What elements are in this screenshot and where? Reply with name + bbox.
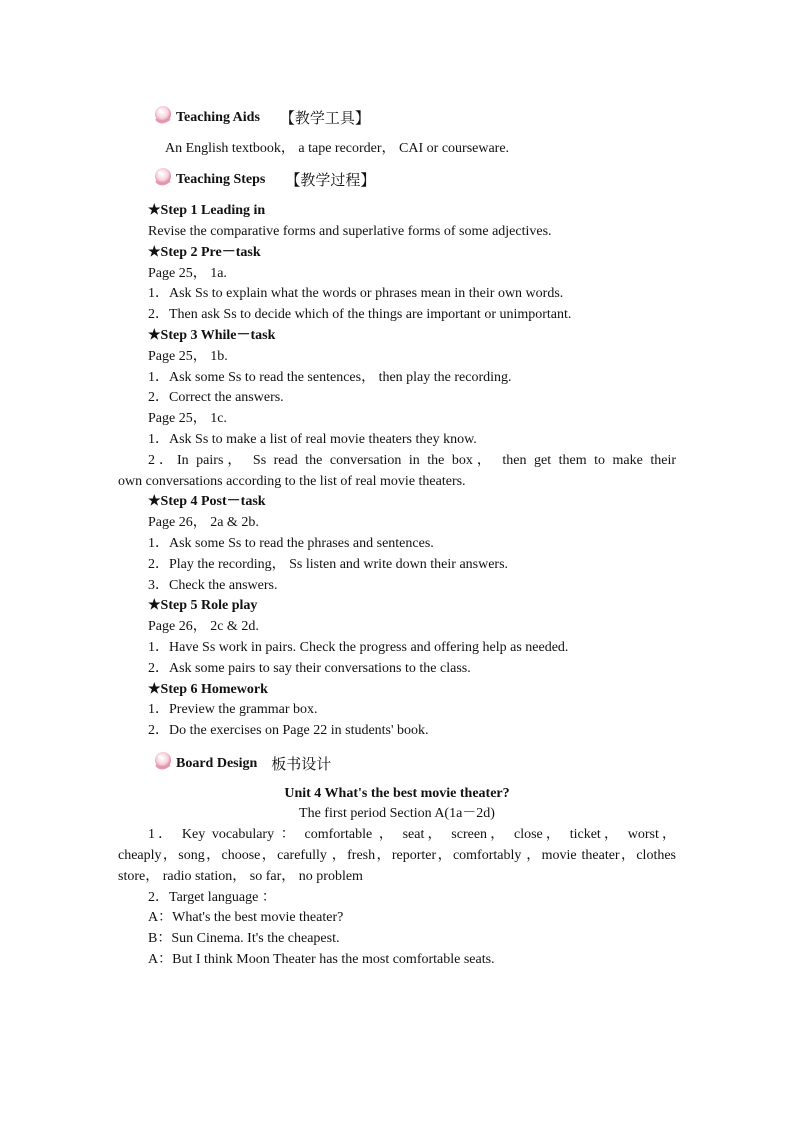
board-dialogue-a2: A：But I think Moon Theater has the most comfortable seats. — [148, 952, 495, 967]
step-4-item-2: 2．Play the recording， Ss listen and write down their answers. — [148, 557, 509, 572]
board-dialogue-a1: A：What's the best movie theater? — [148, 910, 344, 925]
step-4-heading: ★Step 4 Post－task — [148, 494, 266, 509]
board-design-title-cn: 板书设计 — [271, 755, 332, 773]
step-3-item-2: 2．Correct the answers. — [148, 390, 284, 405]
step-2-page: Page 25， 1a. — [148, 266, 227, 281]
board-vocab-line-3: store， radio station， so far， no problem — [118, 869, 363, 884]
step-3-heading: ★Step 3 While－task — [148, 328, 276, 343]
step-4-item-1: 1．Ask some Ss to read the phrases and sentences. — [148, 536, 434, 551]
flower-bullet-icon — [152, 104, 176, 128]
step-3-item-1: 1．Ask some Ss to read the sentences， then play the recording. — [148, 370, 512, 385]
teaching-aids-text: An English textbook， a tape recorder， CAI or courseware. — [165, 141, 510, 156]
step-3-page-1b: Page 25， 1b. — [148, 349, 228, 364]
board-design-heading — [152, 746, 331, 774]
teaching-aids-heading — [152, 100, 370, 128]
step-4-page: Page 26， 2a & 2b. — [148, 515, 259, 530]
step-2-item-2: 2．Then ask Ss to decide which of the things are important or unimportant. — [148, 307, 572, 322]
step-5-item-2: 2．Ask some pairs to say their conversations to the class. — [148, 661, 471, 676]
board-target-language: 2．Target language ： — [148, 890, 276, 905]
board-dialogue-b: B：Sun Cinema. It's the cheapest. — [148, 931, 340, 946]
step-6-item-2: 2．Do the exercises on Page 22 in students' book. — [148, 723, 429, 738]
step-2-heading: ★Step 2 Pre－task — [148, 245, 261, 260]
step-6-heading: ★Step 6 Homework — [148, 682, 268, 697]
step-2-item-1: 1．Ask Ss to explain what the words or phrases mean in their own words. — [148, 286, 564, 301]
board-unit-title: Unit 4 What's the best movie theater? — [284, 786, 510, 801]
flower-bullet-icon — [152, 166, 176, 190]
step-1-text: Revise the comparative forms and superlative forms of some adjectives. — [148, 224, 552, 239]
step-3-item-3: 1．Ask Ss to make a list of real movie theaters they know. — [148, 432, 477, 447]
teaching-steps-heading — [152, 162, 375, 190]
board-vocab-line-1: 1． Key vocabulary ： comfortable ， seat， screen， close， ticket， worst， — [148, 827, 676, 842]
step-5-item-1: 1．Have Ss work in pairs. Check the progress and offering help as needed. — [148, 640, 569, 655]
teaching-aids-title-cn: 【教学工具】 — [279, 109, 370, 127]
step-1-heading: ★Step 1 Leading in — [148, 203, 266, 218]
board-vocab-line-2: cheaply，song，choose，carefully ，fresh，reporter，comfortably ，movie theater，clothes — [118, 848, 676, 863]
step-5-page: Page 26， 2c & 2d. — [148, 619, 259, 634]
step-3-item-4: 2．In pairs， Ss read the conversation in the box， then get them to make their — [148, 453, 676, 468]
step-3-item-4-cont: own conversations according to the list of real movie theaters. — [118, 474, 466, 489]
board-design-title: Board Design — [176, 756, 258, 771]
board-period: The first period Section A(1a－2d) — [299, 806, 495, 821]
flower-bullet-icon — [152, 750, 176, 774]
step-5-heading: ★Step 5 Role play — [148, 598, 258, 613]
teaching-steps-title-cn: 【教学过程】 — [285, 171, 376, 189]
teaching-aids-title: Teaching Aids — [176, 110, 260, 125]
teaching-steps-title: Teaching Steps — [176, 172, 266, 187]
step-6-item-1: 1．Preview the grammar box. — [148, 702, 318, 717]
step-3-page-1c: Page 25， 1c. — [148, 411, 227, 426]
step-4-item-3: 3．Check the answers. — [148, 578, 278, 593]
